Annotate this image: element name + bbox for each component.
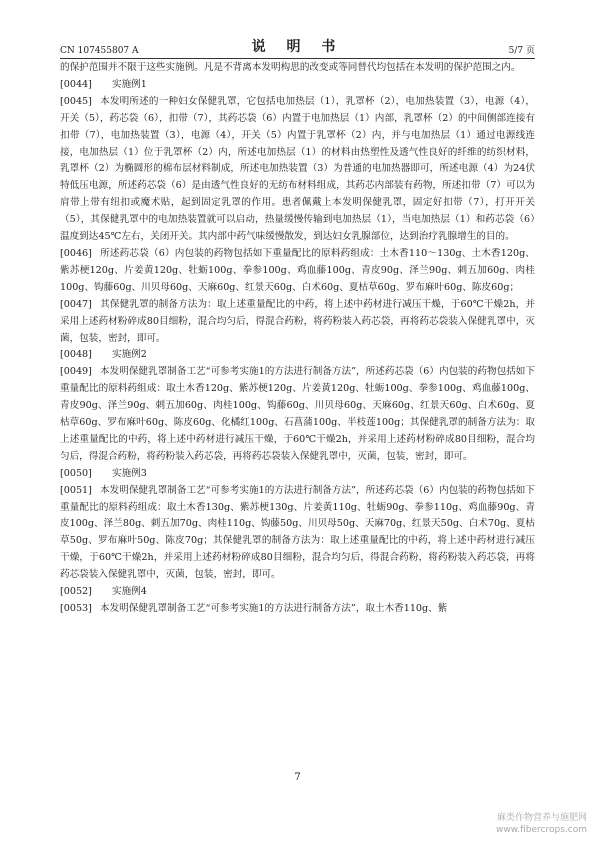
- page-fraction: 5/7 页: [508, 46, 535, 56]
- watermark-site-name: 麻类作物营养与施肥网: [496, 813, 587, 823]
- patent-number: CN 107455807 A: [60, 46, 139, 56]
- paragraph-label: [0044]: [60, 78, 92, 90]
- heading-text: 实施例4: [112, 586, 147, 598]
- paragraph-label: [0048]: [60, 349, 92, 361]
- heading-text: 实施例1: [112, 78, 147, 90]
- paragraph-label: [0053]: [60, 603, 92, 614]
- paragraph: [60, 60, 535, 77]
- paragraph: [60, 94, 535, 246]
- paragraph: [60, 246, 535, 297]
- paragraph-text: 的保护范围并不限于这些实施例。凡是不背离本发明构思的改变或等同替代均包括在本发明的保护范围之内。: [60, 62, 521, 73]
- heading-text: 实施例2: [112, 349, 147, 361]
- page-header: [60, 34, 535, 59]
- paragraph: [60, 364, 535, 465]
- paragraph-heading: [60, 584, 535, 601]
- paragraph: [60, 483, 535, 584]
- paragraph: [60, 601, 535, 618]
- paragraph-text: 本发明保健乳罩制备工艺“可参考实施1的方法进行制备方法”，取土木香110g、紫: [100, 603, 448, 614]
- document-body: [60, 60, 535, 618]
- paragraph-heading: [60, 466, 535, 483]
- watermark: [496, 812, 587, 836]
- paragraph-label: [0045]: [60, 95, 92, 107]
- paragraph: [60, 297, 535, 348]
- paragraph-label: [0051]: [60, 484, 92, 496]
- heading-text: 实施例3: [112, 467, 147, 479]
- paragraph-label: [0046]: [60, 247, 92, 259]
- document-title: 说 明 书: [251, 39, 344, 55]
- paragraph-text: 所述药芯袋（6）内包装的药物包括如下重量配比的原料药组成：土木香110～130g、土木香120g、紫苏梗120g、片姜黄120g、牡蛎100g、拳参100g、鸡血藤100g、青皮90g、泽兰90g、刺五加60g、肉桂100g、钩藤60g、川贝母60g、天麻60g、红景天60g、白术60g、夏枯草60g、罗布麻叶60g、陈皮60g；: [60, 247, 535, 293]
- paragraph-heading: [60, 347, 535, 364]
- paragraph-text: 本发明保健乳罩制备工艺“可参考实施1的方法进行制备方法”，所述药芯袋（6）内包装的药物包括如下重量配比的原料药组成：取土木香130g、紫苏梗130g、片姜黄110g、牡蛎90g、拳参110g、鸡血藤90g、青皮100g、泽兰80g、刺五加70g、肉桂110g、钩藤50g、川贝母50g、天麻70g、红景天50g、白术70g、夏枯草50g、罗布麻叶50g、陈皮70g；其保健乳罩的制备方法为：取上述重量配比的中药，将上述中药材进行减压干燥，于60℃干燥2h，并采用上述药材粉碎成80目细粉，混合均匀后，得混合药粉，将药粉装入药芯袋，再将药芯袋装入保健乳罩中，灭菌，包装，密封，即可。: [60, 484, 535, 581]
- paragraph-text: 本发明所述的一种妇女保健乳罩，它包括电加热层（1），乳罩杯（2），电加热装置（3），电源（4），开关（5），药芯袋（6），扣带（7），其药芯袋（6）内置于电加热层（1）内部，乳罩杯（2）的中间侧部连接有扣带（7），电加热装置（3），电源（4），开关（5）内置于乳罩杯（2）内，并与电加热层（1）通过电源线连接，电加热层（1）位于乳罩杯（2）内，所述电加热层（1）的材料由热塑性及透气性良好的纤维的纺织材料，乳罩杯（2）为椭圆形的棉布层材料制成，所述电加热装置（3）为普通的电加热器即可，所述电源（4）为24伏特低压电源，所述药芯袋（6）是由透气性良好的无纺布材料组成，其药芯内部装有药物，所述扣带（7）可以为肩带上带有纽扣或魔术贴，起到固定乳罩的作用。患者佩戴上本发明保健乳罩，固定好扣带（7），打开开关（5），其保健乳罩中的电加热装置就可以启动，热量缓慢传输到电加热层（1），当电加热层（1）和药芯袋（6）温度到达45℃左右，关闭开关。其内部中药气味缓慢散发，到达妇女乳腺部位，达到治疗乳腺增生的目的。: [60, 95, 535, 243]
- watermark-url: www.fibercrops.com: [496, 825, 587, 835]
- paragraph-label: [0050]: [60, 467, 92, 479]
- paragraph-label: [0047]: [60, 298, 92, 310]
- paragraph-text: 本发明保健乳罩制备工艺“可参考实施1的方法进行制备方法”，所述药芯袋（6）内包装的药物包括如下重量配比的原料药组成：取土木香120g、紫苏梗120g、片姜黄120g、牡蛎100g、拳参100g、鸡血藤100g、青皮90g、泽兰90g、刺五加60g、肉桂100g、钩藤60g、川贝母60g、天麻60g、红景天60g、白术60g、夏枯草60g、罗布麻叶60g、陈皮60g、化橘红100g、石菖蒲100g、半枝莲100g；其保健乳罩的制备方法为：取上述重量配比的中药，将上述中药材进行减压干燥，于60℃干燥2h，并采用上述药材粉碎成80目细粉，混合均匀后，得混合药粉，将药粉装入药芯袋，再将药芯袋装入保健乳罩中，灭菌，包装，密封，即可。: [60, 366, 535, 462]
- paragraph-text: 其保健乳罩的制备方法为：取上述重量配比的中药，将上述中药材进行减压干燥，于60℃干燥2h，并采用上述药材粉碎成80目细粉，混合均匀后，得混合药粉，将药粉装入药芯袋，再将药芯袋装入保健乳罩中，灭菌，包装，密封，即可。: [60, 298, 535, 344]
- paragraph-heading: [60, 77, 535, 94]
- paragraph-label: [0049]: [60, 366, 92, 378]
- page-number: 7: [294, 772, 301, 783]
- paragraph-label: [0052]: [60, 586, 92, 598]
